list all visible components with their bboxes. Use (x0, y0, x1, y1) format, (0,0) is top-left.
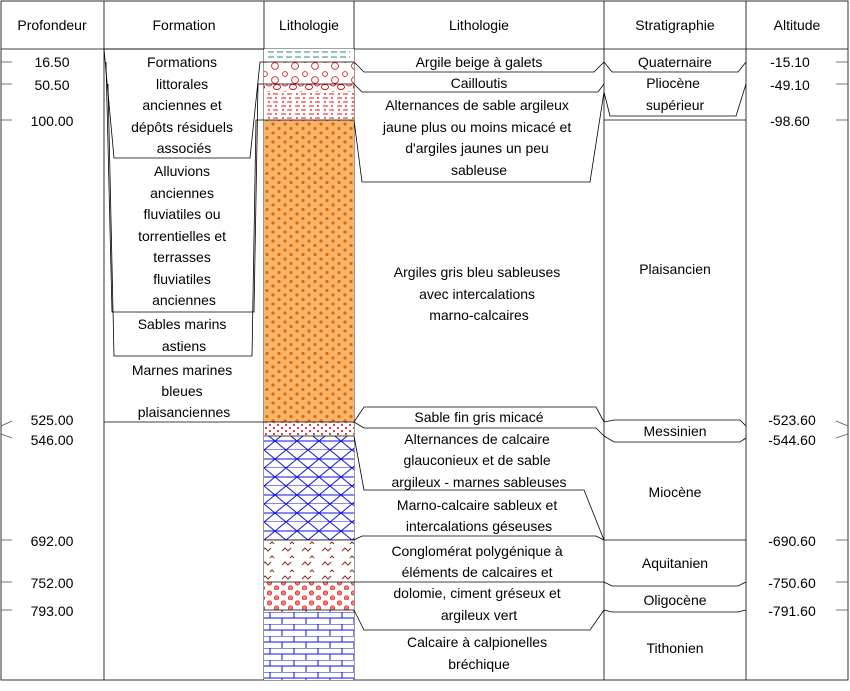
layer-fill-calcaire-calpionelles (264, 610, 354, 680)
depth-ticks (1, 62, 12, 610)
stratigraphy-leaders (604, 62, 746, 612)
altitude-label: -15.10 (770, 54, 810, 70)
lithology-description: Alternances de calcaire glauconieux et de sable argileux - marnes sableuses (391, 431, 567, 490)
altitude-label: -690.60 (768, 533, 816, 549)
stratigraphy-label: Oligocène (643, 592, 707, 608)
stratigraphy-label: Messinien (643, 423, 707, 439)
depth-label: 692.00 (30, 533, 74, 549)
lithology-description: Marno-calcaire sableux et intercalations géseuses (396, 497, 558, 534)
formation-label-littorales: Formations littorales anciennes et dépôts résiduels associés (131, 54, 234, 156)
altitude-label: -791.60 (768, 603, 816, 619)
header-formation: Formation (152, 17, 216, 33)
altitude-labels (768, 54, 816, 619)
layer-fill-argile-galets (264, 62, 354, 84)
lithology-description: Alternances de sable argileux jaune plus ou moins micacé et d'argiles jaunes un peu sableuse (382, 97, 572, 178)
stratigraphy-labels (638, 54, 712, 656)
altitude-label: -544.60 (768, 432, 816, 448)
layer-fill-argiles-sableuses (264, 120, 354, 422)
stratigraphy-label: Aquitanien (641, 555, 709, 571)
depth-label: 793.00 (30, 603, 74, 619)
stratigraphy-label: Miocène (648, 484, 702, 500)
depth-label: 752.00 (30, 575, 74, 591)
lithology-description: Conglomérat polygénique à éléments de calcaires et dolomie, ciment gréseux et argileux vert (391, 543, 563, 623)
layer-fill-topsoil (264, 49, 354, 62)
depth-label: 525.00 (30, 412, 74, 428)
lithology-column (264, 49, 354, 680)
header-lithologie-text: Lithologie (449, 17, 509, 33)
stratigraphy-label: Plaisancien (639, 261, 711, 277)
header-altitude: Altitude (773, 17, 821, 33)
header-stratigraphie: Stratigraphie (635, 17, 715, 33)
depth-label: 100.00 (30, 113, 74, 129)
stratigraphy-label: Quaternaire (638, 54, 712, 70)
altitude-label: -49.10 (770, 77, 810, 93)
depth-label: 546.00 (30, 432, 74, 448)
header-profondeur: Profondeur (17, 17, 87, 33)
altitude-label: -750.60 (768, 575, 816, 591)
lithology-description: Cailloutis (450, 75, 508, 91)
formation-labels (131, 54, 237, 420)
formation-label-marnes: Marnes marines bleues plaisanciennes (131, 362, 233, 420)
depth-label: 16.50 (34, 54, 70, 70)
depth-label: 50.50 (34, 77, 70, 93)
header-lithologie-graphic: Lithologie (279, 17, 339, 33)
layer-fill-marno-calcaire (264, 540, 354, 582)
lithology-description: Argiles gris bleu sableuses avec intercalations marno-calcaires (393, 264, 561, 323)
layer-fill-sable-argileux (264, 92, 354, 120)
lithology-description: Calcaire à calpionelles bréchique (407, 634, 548, 672)
layer-fill-conglomerat (264, 582, 354, 610)
stratigraphy-label: Pliocène supérieur (645, 75, 705, 113)
lithology-description: Sable fin gris micacé (414, 409, 544, 425)
formation-label-alluvions: Alluvions anciennes fluviatiles ou torrentielles et terrasses fluviatiles anciennes (138, 163, 227, 308)
layer-fill-sable-micace (264, 422, 354, 436)
altitude-label: -523.60 (768, 412, 816, 428)
altitude-label: -98.60 (770, 113, 810, 129)
layer-fill-calcaire-glauconieux (264, 436, 354, 540)
altitude-ticks (836, 62, 848, 610)
depth-labels (31, 54, 74, 619)
lithology-descriptions (382, 54, 575, 672)
formation-label-sables-astiens: Sables marins astiens (137, 316, 227, 354)
lithology-description: Argile beige à galets (415, 54, 543, 70)
stratigraphy-label: Tithonien (646, 640, 704, 656)
